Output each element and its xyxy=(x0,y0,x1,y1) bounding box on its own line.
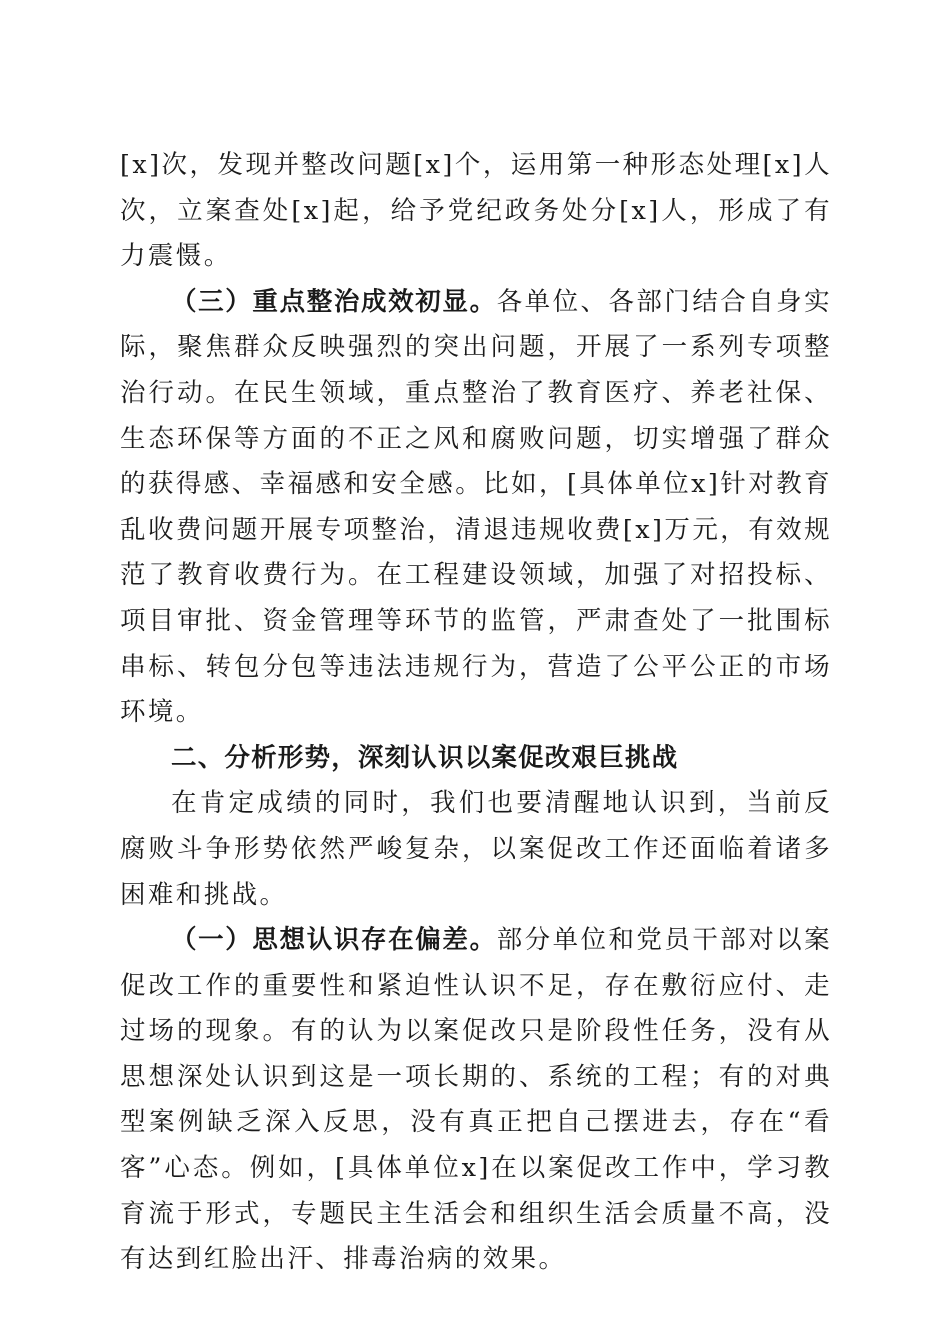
section-3-body: 各单位、各部门结合自身实际，聚焦群众反映强烈的突出问题，开展了一系列专项整治行动。在民生领域，重点整治了教育医疗、养老社保、生态环保等方面的不正之风和腐败问题，切实增强了群众的获得感、幸福感和安全感。比如，[具体单位x]针对教育乱收费问题开展专项整治，清退违规收费[x]万元，有效规范了教育收费行为。在工程建设领域，加强了对招投标、项目审批、资金管理等环节的监管，严肃查处了一批围标串标、转包分包等违法违规行为，营造了公平公正的市场环境。 xyxy=(120,286,832,728)
intro-2-text: 在肯定成绩的同时，我们也要清醒地认识到，当前反腐败斗争形势依然严峻复杂，以案促改工作还面临着诸多困难和挑战。 xyxy=(120,788,832,910)
paragraph-intro-2 xyxy=(120,781,832,918)
section-2-1-body: 部分单位和党员干部对以案促改工作的重要性和紧迫性认识不足，存在敷衍应付、走过场的现象。有的认为以案促改只是阶段性任务，没有从思想深处认识到这是一项长期的、系统的工程；有的对典型案例缺乏深入反思，没有真正把自己摆进去，存在“看客”心态。例如，[具体单位x]在以案促改工作中，学习教育流于形式，专题民主生活会和组织生活会质量不高，没有达到红脸出汗、排毒治病的效果。 xyxy=(120,925,832,1275)
section-2-1-lead: （一）思想认识存在偏差。 xyxy=(171,925,497,956)
document-body xyxy=(120,143,832,1283)
heading-section-2: 二、分析形势，深刻认识以案促改艰巨挑战 xyxy=(171,742,679,773)
paragraph-section-2-1 xyxy=(120,918,832,1283)
paragraph-continuation xyxy=(120,143,832,280)
paragraph-continuation-text: [x]次，发现并整改问题[x]个，运用第一种形态处理[x]人次，立案查处[x]起，给予党纪政务处分[x]人，形成了有力震慑。 xyxy=(120,150,832,272)
section-3-lead: （三）重点整治成效初显。 xyxy=(171,286,497,317)
paragraph-section-3 xyxy=(120,280,832,736)
